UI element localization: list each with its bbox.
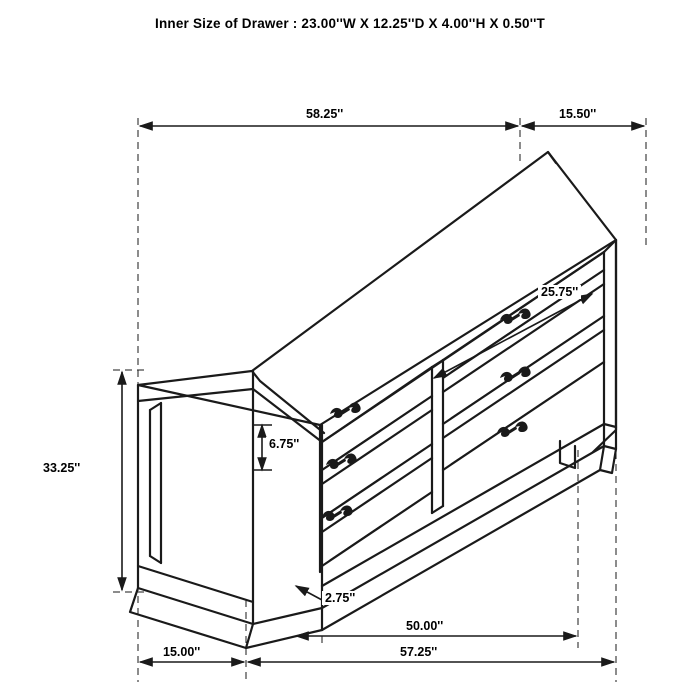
dim-diagonal-drawer: 25.75'' [538, 285, 581, 299]
dim-bottom-depth: 15.00'' [160, 645, 203, 659]
dim-total-height: 33.25'' [40, 461, 83, 475]
dresser-body [130, 152, 616, 648]
dim-bottom-overall-width: 57.25'' [397, 645, 440, 659]
dim-base-height: 2.75'' [322, 591, 358, 605]
page-title: Inner Size of Drawer : 23.00''W X 12.25''D X 4.00''H X 0.50''T [155, 16, 545, 31]
dim-top-width: 58.25'' [303, 107, 346, 121]
dim-drawer-height: 6.75'' [266, 437, 302, 451]
dim-bottom-front-width: 50.00'' [403, 619, 446, 633]
dim-top-depth: 15.50'' [556, 107, 599, 121]
